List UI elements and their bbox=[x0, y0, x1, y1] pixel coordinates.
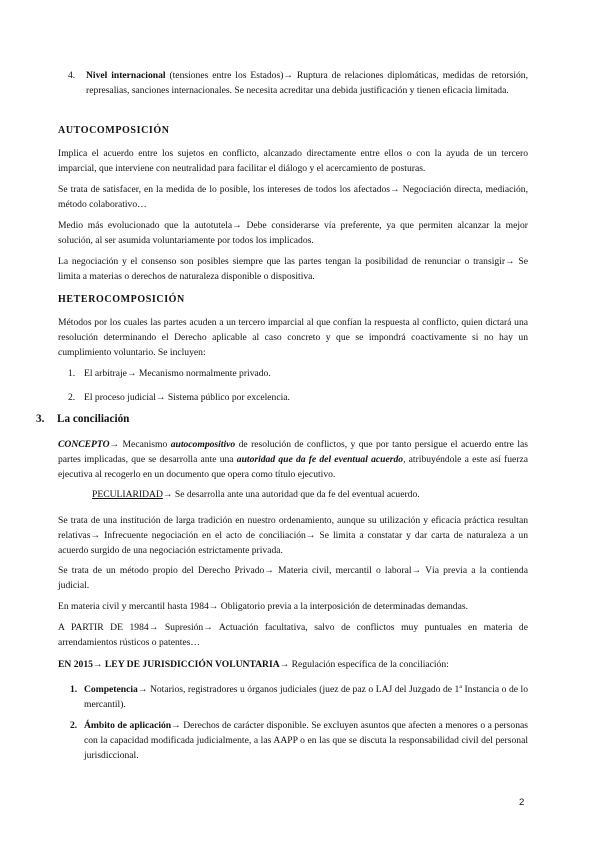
peculiaridad-line bbox=[92, 487, 528, 502]
text-run: de resolución de conflictos, y que por tanto persigue el acuerdo entre las partes implicadas, que se desarrolla ante una bbox=[58, 439, 529, 465]
paragraph: Medio más evolucionado que la autotutela→ Debe considerarse vía preferente, ya que permiten alcanzar la mejor solución, al ser asumida voluntariamente por todos los implicados. bbox=[58, 220, 528, 246]
section-title: La conciliación bbox=[57, 413, 130, 425]
list-number: 4. bbox=[68, 70, 76, 81]
emphasis: autoridad que da fe del eventual acuerdo bbox=[236, 454, 404, 465]
paragraph: Se trata de satisfacer, en la medida de lo posible, los intereses de todos los afectados→ Negociación directa, mediación, método colaborativo… bbox=[58, 184, 528, 210]
list-item-text: El proceso judicial→ Sistema público por excelencia. bbox=[84, 392, 290, 403]
section-heading bbox=[36, 413, 129, 425]
list-item-text: (tensiones entre los Estados)→ Ruptura de relaciones diplomáticas, medidas de retorsión, represalias, sanciones internacionales. Se necesita acreditar una debida justificación y tienen eficacia limitada. bbox=[86, 70, 528, 96]
list-number: 2. bbox=[68, 392, 76, 403]
heading-heterocomposicion: HETEROCOMPOSICIÓN bbox=[58, 294, 185, 305]
list-item-title: Nivel internacional bbox=[86, 70, 166, 81]
list-number: 2. bbox=[70, 720, 78, 731]
concepto-label: CONCEPTO bbox=[58, 439, 110, 450]
paragraph: A PARTIR DE 1984→ Supresión→ Actuación facultativa, salvo de conflictos muy puntuales en materia de arrendamientos rústicos o patentes… bbox=[58, 622, 528, 648]
list-item-title: Competencia bbox=[84, 684, 138, 695]
paragraph: Implica el acuerdo entre los sujetos en conflicto, alcanzado directamente entre ellos o con la ayuda de un tercero imparcial, que interviene con neutralidad para facilitar el diálogo y el acercamiento de posturas. bbox=[58, 148, 528, 174]
paragraph: Métodos por los cuales las partes acuden a un tercero imparcial al que confían la respuesta al conflicto, quien dictará una resolución determinando el Derecho aplicable al caso concreto y que se impondrá coactivamente si no hay un cumplimiento voluntario. Se incluyen: bbox=[58, 317, 528, 358]
list-number: 1. bbox=[70, 684, 78, 695]
paragraph: Se trata de una institución de larga tradición en nuestro ordenamiento, aunque su utilización y eficacia práctica resultan relativas→ Infrecuente negociación en el acto de conciliación→ Se limita a constatar y dar carta de naturaleza a un acuerdo surgido de una negociación estrictamente privada. bbox=[58, 515, 528, 556]
section-number: 3. bbox=[36, 413, 45, 425]
list-item-text: El arbitraje→ Mecanismo normalmente privado. bbox=[84, 368, 271, 379]
page-number: 2 bbox=[519, 797, 525, 808]
list-item-nivel-internacional bbox=[68, 68, 528, 98]
concepto-paragraph bbox=[58, 437, 528, 482]
text-run: → Regulación específica de la conciliación: bbox=[279, 659, 449, 670]
text-run: , atribuyéndole a este así fuerza ejecutiva al recogerlo en un documento que opera como título ejecutivo. bbox=[58, 454, 528, 480]
list-item-ambito bbox=[70, 718, 528, 763]
list-item-text: → Derechos de carácter disponible. Se excluyen asuntos que afecten a menores o a personas con la capacidad modificada judicialmente, a las AAPP o en las que se discuta la responsabilidad civil del personal jurisdiccional. bbox=[84, 720, 528, 761]
peculiaridad-label: PECULIARIDAD bbox=[92, 489, 163, 500]
text-run: → Se desarrolla ante una autoridad que da fe del eventual acuerdo. bbox=[162, 489, 420, 500]
paragraph: En materia civil y mercantil hasta 1984→ Obligatorio previa a la interposición de determinadas demandas. bbox=[58, 601, 468, 612]
list-number: 1. bbox=[68, 368, 76, 379]
list-item bbox=[68, 390, 528, 405]
list-item-text: → Notarios, registradores u órganos judiciales (juez de paz o LAJ del Juzgado de 1ª Instancia o de lo mercantil). bbox=[84, 684, 528, 710]
heading-autocomposicion: AUTOCOMPOSICIÓN bbox=[58, 125, 170, 136]
text-run: → Mecanismo bbox=[109, 439, 171, 450]
list-item-competencia bbox=[70, 682, 528, 712]
list-item bbox=[68, 366, 528, 381]
ley-2015-line bbox=[58, 657, 528, 672]
paragraph: Se trata de un método propio del Derecho Privado→ Materia civil, mercantil o laboral→ Vía previa a la contienda judicial. bbox=[58, 565, 528, 591]
emphasis: autocompositivo bbox=[170, 439, 236, 450]
ley-2015-title: EN 2015→ LEY DE JURISDICCIÓN VOLUNTARIA bbox=[58, 659, 280, 670]
paragraph: La negociación y el consenso son posibles siempre que las partes tengan la posibilidad de renunciar o transigir→ Se limita a materias o derechos de naturaleza disponible o dispositiva. bbox=[58, 256, 528, 282]
list-item-title: Ámbito de aplicación bbox=[84, 720, 172, 731]
